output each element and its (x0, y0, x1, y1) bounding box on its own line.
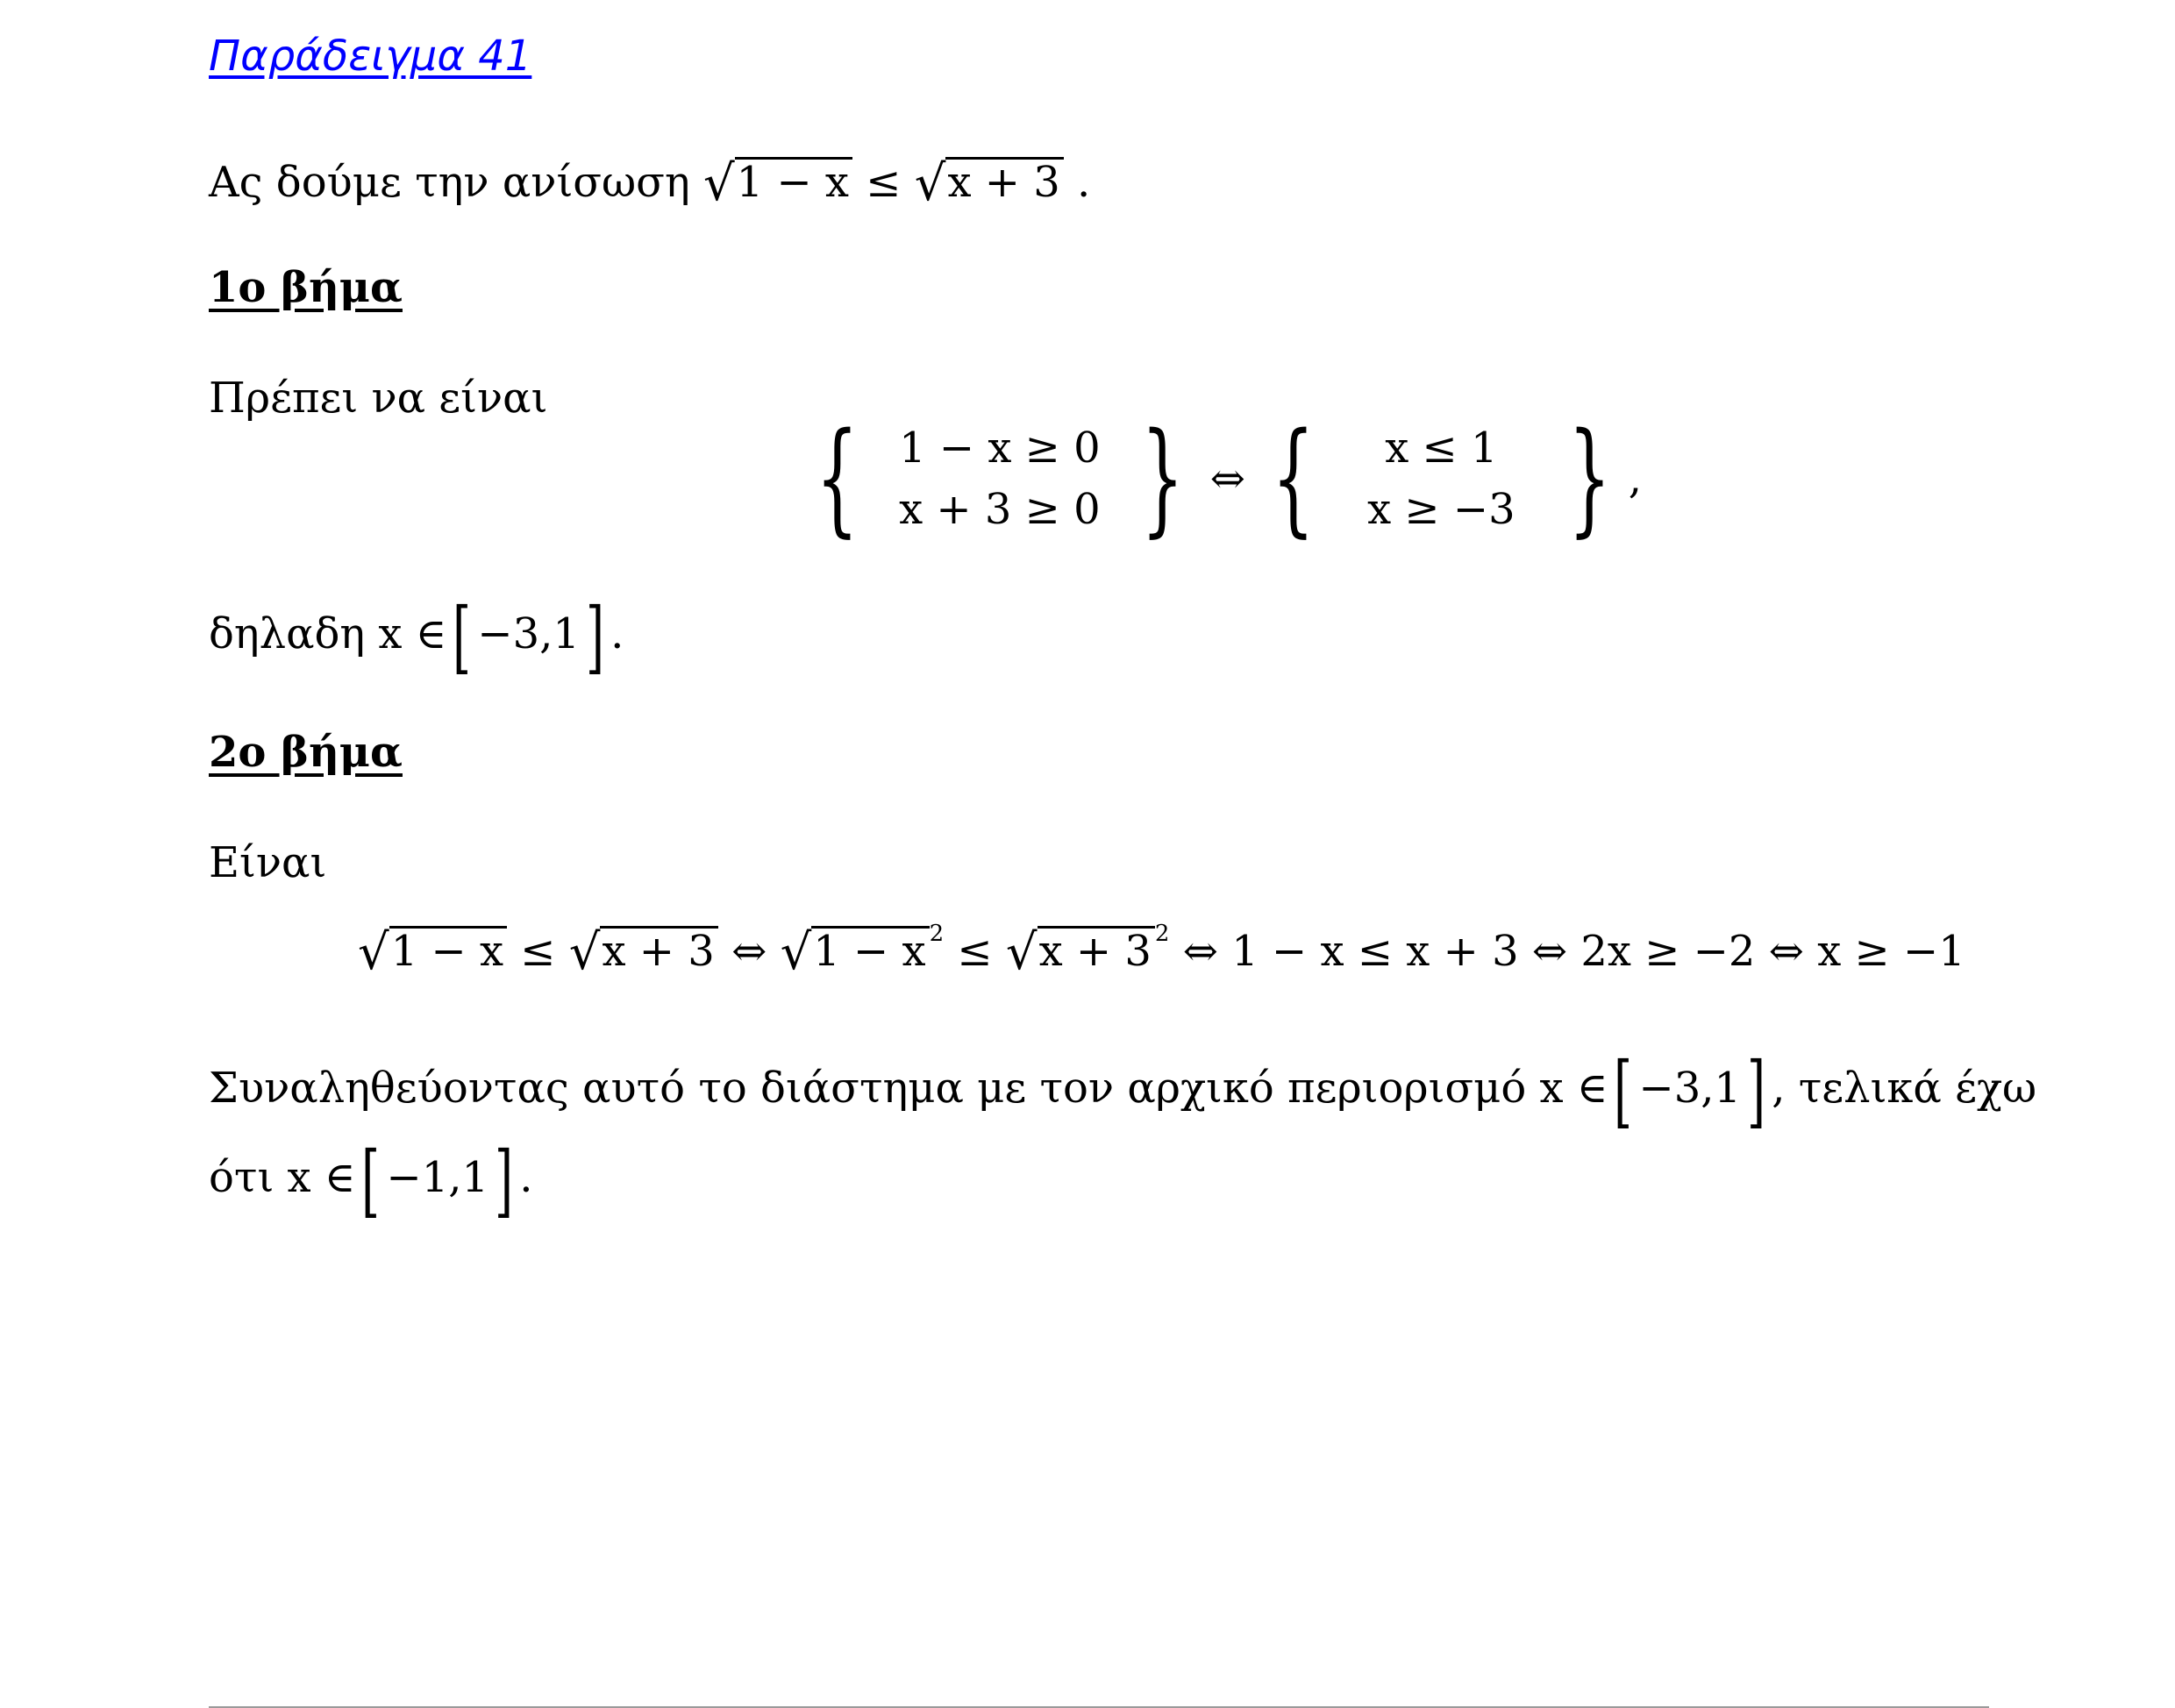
chain-radicand-c: 1 − x (811, 926, 929, 974)
chain-radicand-a: 1 − x (389, 926, 507, 974)
right-brace-open: { (1272, 407, 1316, 550)
condition-system (798, 407, 1642, 550)
chain-le2: ≤ (957, 927, 993, 976)
final-interval-2: −1,1 (386, 1153, 489, 1202)
conclusion-text: δηλαδη (209, 609, 366, 658)
chain-sqrt-b: √x + 3 (569, 924, 718, 981)
conclusion-end: . (610, 609, 624, 658)
chain-tail: ⇔ 1 − x ≤ x + 3 ⇔ 2x ≥ −2 ⇔ x ≥ −1 (1182, 927, 1965, 976)
intro-end: . (1077, 158, 1091, 207)
chain-eq1: ⇔ (731, 927, 767, 976)
step2-heading: 2ο βήμα (209, 728, 403, 777)
rhs-radicand: x + 3 (945, 157, 1063, 205)
final-bracket-close-1: ] (1747, 1045, 1766, 1137)
bracket-close: ] (585, 591, 605, 683)
chain-exp-c: 2 (929, 921, 945, 947)
step1-lead: Πρέπει να είναι (209, 374, 548, 423)
chain-le1: ≤ (520, 927, 556, 976)
final-math-1: x ∈ (1539, 1064, 1608, 1113)
right-brace-close: } (1567, 407, 1611, 550)
sqrt-rhs: √x + 3 (915, 156, 1064, 210)
system-left (876, 417, 1123, 540)
step1-conclusion (209, 591, 624, 683)
final-line-2 (209, 1135, 533, 1227)
example-title[interactable]: Παράδειγμα 41 (209, 32, 532, 81)
intro-line (209, 156, 1090, 210)
final-text-1: Συναληθεύοντας αυτό το διάστημα με τον αρχικό περιορισμό (209, 1064, 1527, 1113)
intro-text: Ας δούμε την ανίσωση (209, 158, 690, 207)
final-line-1 (209, 1045, 2037, 1137)
system-right-row: x ≥ −3 (1367, 485, 1515, 534)
equivalence-chain (358, 921, 1965, 981)
left-brace-close: } (1140, 407, 1184, 550)
final-math-2: x ∈ (287, 1153, 356, 1202)
equiv-symbol: ⇔ (1209, 454, 1245, 503)
interval-value: −3,1 (477, 609, 580, 658)
final-tail-1: , τελικά έχω (1772, 1064, 2037, 1113)
system-right-row: x ≤ 1 (1385, 423, 1498, 473)
system-trail: , (1628, 454, 1642, 503)
final-bracket-open-1: [ (1614, 1045, 1633, 1137)
final-bracket-open-2: [ (361, 1135, 381, 1227)
final-text-2: ότι (209, 1153, 275, 1202)
chain-radicand-b: x + 3 (600, 926, 717, 974)
chain-sqrt-a: √1 − x (358, 924, 507, 981)
system-left-row: x + 3 ≥ 0 (899, 485, 1101, 534)
intro-relation: ≤ (866, 158, 902, 207)
chain-sqrt-d: √x + 3 $^2$ (1005, 921, 1170, 981)
system-right (1332, 417, 1551, 540)
conclusion-math: x ∈ (378, 609, 447, 658)
final-end-2: . (519, 1153, 533, 1202)
sqrt-lhs: √1 − x (703, 156, 852, 210)
lhs-radicand: 1 − x (735, 157, 852, 205)
final-interval-1: −3,1 (1638, 1064, 1742, 1113)
final-bracket-close-2: ] (495, 1135, 514, 1227)
left-brace-open: { (816, 407, 859, 550)
chain-radicand-d: x + 3 (1038, 926, 1155, 974)
system-left-row: 1 − x ≥ 0 (899, 423, 1101, 473)
chain-sqrt-c: √1 − x $^2$ (780, 921, 945, 981)
chain-exp-d: 2 (1154, 921, 1170, 947)
bracket-open: [ (453, 591, 472, 683)
step1-heading: 1ο βήμα (209, 263, 403, 312)
step2-lead: Είναι (209, 838, 327, 887)
